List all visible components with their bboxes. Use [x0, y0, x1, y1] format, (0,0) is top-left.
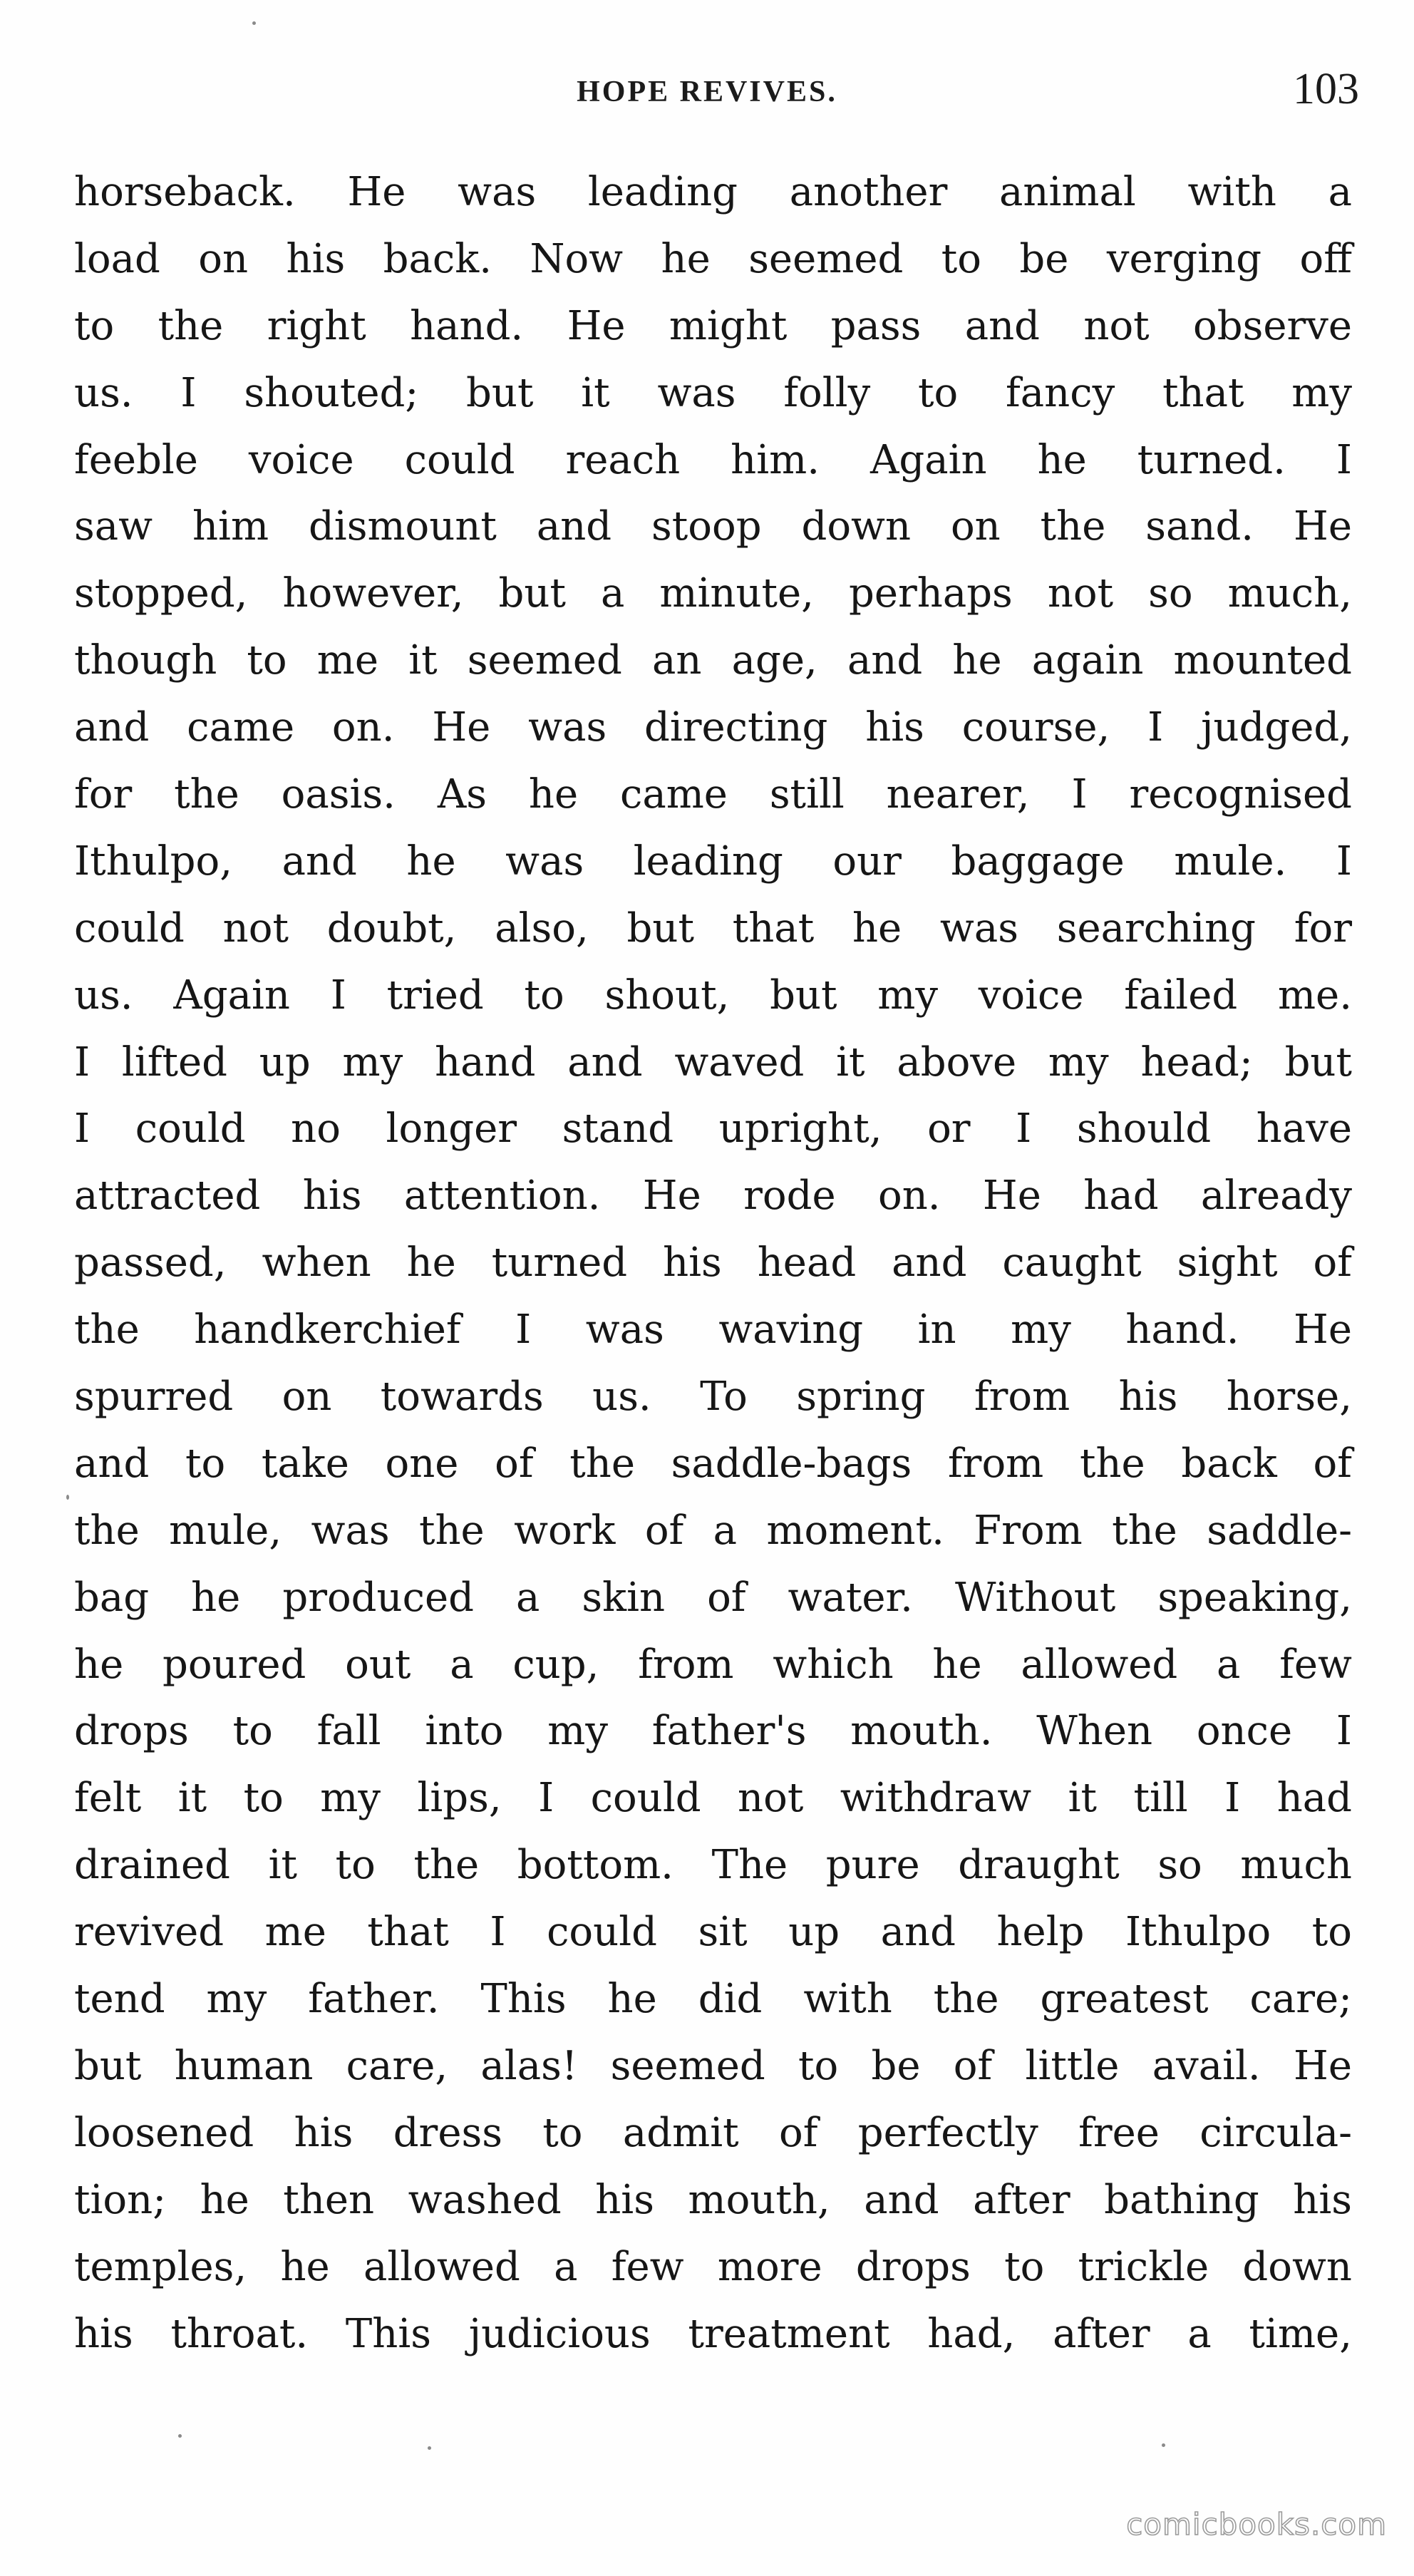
text-line: the mule, was the work of a moment. From the saddle-	[74, 1507, 1352, 1554]
text-line: and came on. He was directing his course, I judged,	[74, 704, 1352, 751]
text-line: and to take one of the saddle-bags from the back of	[74, 1440, 1352, 1487]
text-line: loosened his dress to admit of perfectly free circula-	[74, 2109, 1352, 2156]
text-line: drops to fall into my father's mouth. When once I	[74, 1708, 1352, 1755]
print-speck	[1162, 2443, 1165, 2447]
text-line: spurred on towards us. To spring from his horse,	[74, 1374, 1352, 1421]
print-speck	[178, 2434, 182, 2438]
text-line: us. I shouted; but it was folly to fancy that my	[74, 369, 1352, 416]
text-line: though to me it seemed an age, and he again mounted	[74, 637, 1352, 684]
watermark: comicbooks.com	[1126, 2507, 1387, 2542]
text-line: feeble voice could reach him. Again he turned. I	[74, 436, 1352, 483]
text-line: attracted his attention. He rode on. He had already	[74, 1173, 1352, 1220]
print-speck	[252, 21, 256, 25]
text-line: Ithulpo, and he was leading our baggage mule. I	[74, 838, 1352, 885]
text-line: temples, he allowed a few more drops to trickle down	[74, 2243, 1352, 2290]
text-line: load on his back. Now he seemed to be verging off	[74, 235, 1352, 282]
text-line: us. Again I tried to shout, but my voice failed me.	[74, 972, 1352, 1019]
text-line: stopped, however, but a minute, perhaps not so much,	[74, 570, 1352, 617]
text-line: saw him dismount and stoop down on the sand. He	[74, 503, 1352, 550]
text-line: revived me that I could sit up and help Ithulpo to	[74, 1909, 1352, 1956]
running-head-title: HOPE REVIVES.	[577, 76, 837, 108]
text-line: bag he produced a skin of water. Without speaking,	[74, 1574, 1352, 1621]
text-line: passed, when he turned his head and caught sight of	[74, 1240, 1352, 1287]
text-line: to the right hand. He might pass and not observe	[74, 302, 1352, 349]
text-line: drained it to the bottom. The pure draught so much	[74, 1842, 1352, 1889]
page-number: 103	[1293, 65, 1359, 113]
text-line: horseback. He was leading another animal with a	[74, 169, 1352, 215]
text-line: his throat. This judicious treatment had, after a time,	[74, 2310, 1352, 2357]
body-text	[74, 159, 1352, 2367]
text-line: but human care, alas! seemed to be of little avail. He	[74, 2042, 1352, 2089]
text-line: felt it to my lips, I could not withdraw it till I had	[74, 1775, 1352, 1822]
text-line: could not doubt, also, but that he was searching for	[74, 905, 1352, 952]
print-speck	[428, 2446, 431, 2450]
text-line: the handkerchief I was waving in my hand. He	[74, 1307, 1352, 1354]
text-line: for the oasis. As he came still nearer, I recognised	[74, 771, 1352, 818]
print-speck	[66, 1495, 69, 1500]
text-line: tion; he then washed his mouth, and after bathing his	[74, 2176, 1352, 2223]
text-line: he poured out a cup, from which he allowed a few	[74, 1641, 1352, 1688]
text-line: I could no longer stand upright, or I should have	[74, 1106, 1352, 1153]
text-line: tend my father. This he did with the greatest care;	[74, 1976, 1352, 2023]
text-line: I lifted up my hand and waved it above my head; but	[74, 1039, 1352, 1086]
